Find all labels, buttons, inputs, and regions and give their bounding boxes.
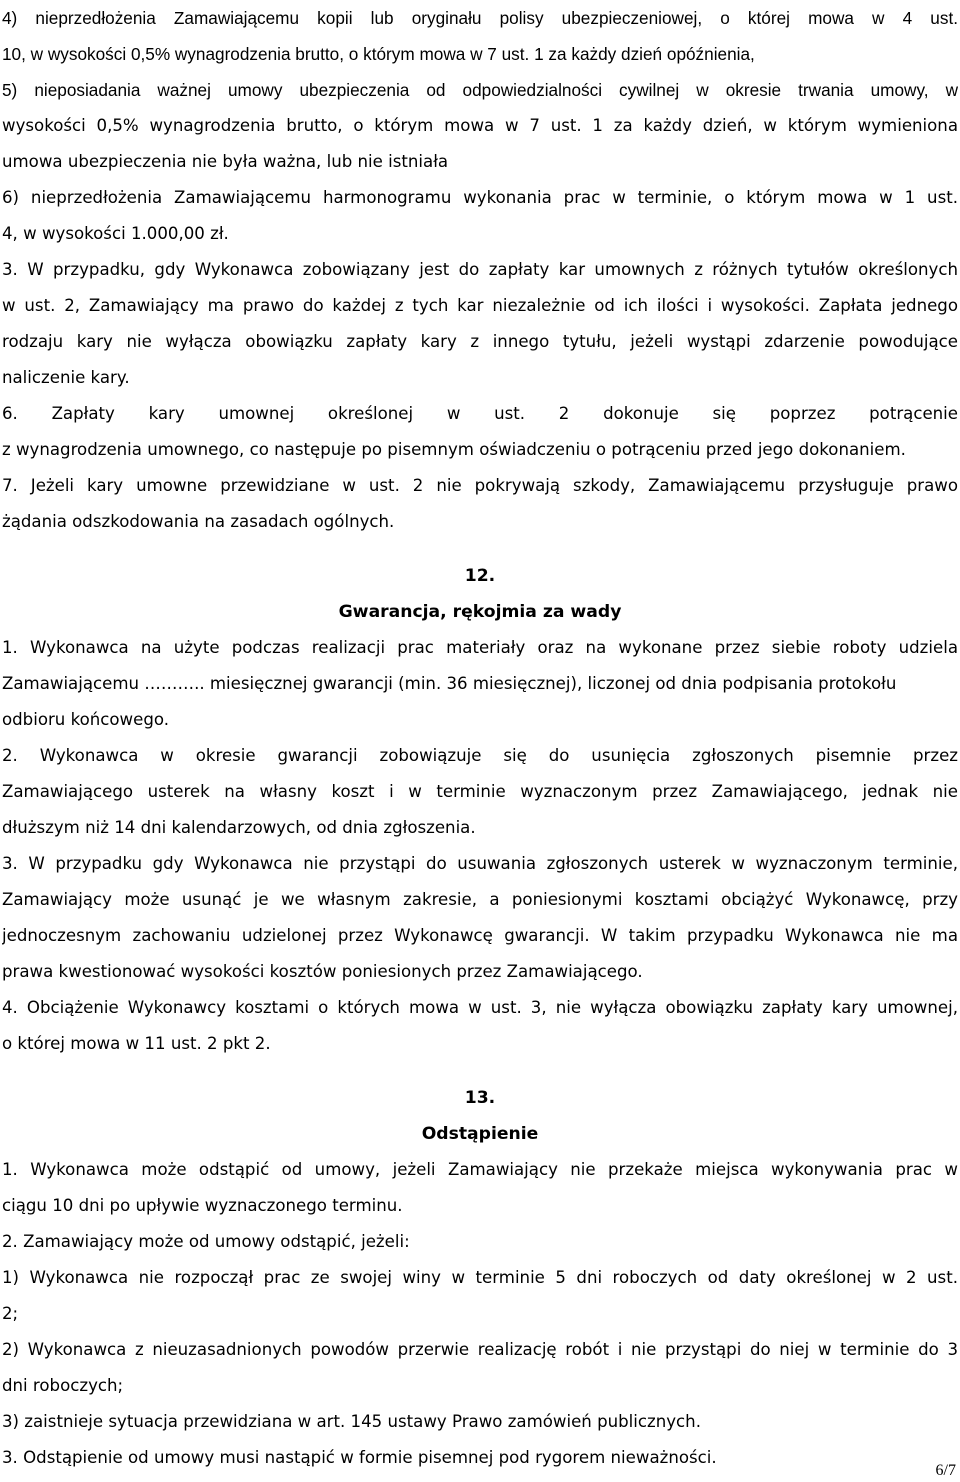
section-13-body bbox=[2, 1152, 958, 1476]
text-line: 1. Wykonawca może odstąpić od umowy, jeżeli Zamawiający nie przekaże miejsca wykonywania prac w bbox=[2, 1160, 958, 1179]
text-line: 3. Odstąpienie od umowy musi nastąpić w formie pisemnej pod rygorem nieważności. bbox=[2, 1448, 717, 1467]
document-page bbox=[2, 0, 958, 1476]
text-line: 3. W przypadku, gdy Wykonawca zobowiązany jest do zapłaty kar umownych z różnych tytułów określonych bbox=[2, 260, 958, 279]
text-line: 7. Jeżeli kary umowne przewidziane w ust. 2 nie pokrywają szkody, Zamawiającemu przysługuje prawo bbox=[2, 476, 958, 495]
section-12-body bbox=[2, 630, 958, 1062]
text-line: prawa kwestionować wysokości kosztów poniesionych przez Zamawiającego. bbox=[2, 962, 643, 981]
text-line: 2; bbox=[2, 1304, 19, 1323]
section-13-number: 13. bbox=[464, 1088, 496, 1108]
text-line: odbioru końcowego. bbox=[2, 710, 170, 729]
text-line: wysokości 0,5% wynagrodzenia brutto, o którym mowa w 7 ust. 1 za każdy dzień, w którym wymieniona bbox=[2, 116, 958, 135]
text-line: 5) nieposiadania ważnej umowy ubezpieczenia od odpowiedzialności cywilnej w okresie trwania umowy, w bbox=[2, 80, 958, 100]
text-line: rodzaju kary nie wyłącza obowiązku zapłaty kary z innego tytułu, jeżeli wystąpi zdarzenie powodujące bbox=[2, 332, 958, 351]
section-11-continued bbox=[2, 0, 958, 540]
text-line: 2. Zamawiający może od umowy odstąpić, jeżeli: bbox=[2, 1232, 410, 1251]
text-line: 2) Wykonawca z nieuzasadnionych powodów przerwie realizację robót i nie przystąpi do niej w terminie do 3 bbox=[2, 1340, 958, 1359]
text-line: 1) Wykonawca nie rozpoczął prac ze swojej winy w terminie 5 dni roboczych od daty określonej w 2 ust. bbox=[2, 1268, 958, 1287]
spacer bbox=[2, 540, 958, 558]
text-line: 4) nieprzedłożenia Zamawiającemu kopii lub oryginału polisy ubezpieczeniowej, o której mowa w 4 ust. bbox=[2, 8, 958, 28]
text-line: jednoczesnym zachowaniu udzielonej przez Wykonawcę gwarancji. W takim przypadku Wykonawca nie ma bbox=[2, 926, 958, 945]
text-line: żądania odszkodowania na zasadach ogólnych. bbox=[2, 512, 395, 531]
text-line: dłuższym niż 14 dni kalendarzowych, od dnia zgłoszenia. bbox=[2, 818, 476, 837]
text-line: w ust. 2, Zamawiający ma prawo do każdej z tych kar niezależnie od ich ilości i wysokości. Zapłata jednego bbox=[2, 296, 958, 315]
text-line: Zamawiającemu ……….. miesięcznej gwarancji (min. 36 miesięcznej), liczonej od dnia podpisania protokołu bbox=[2, 674, 897, 693]
text-line: 4, w wysokości 1.000,00 zł. bbox=[2, 224, 229, 243]
text-line: 1. Wykonawca na użyte podczas realizacji prac materiały oraz na wykonane przez siebie roboty udziela bbox=[2, 638, 958, 657]
section-12-title: Gwarancja, rękojmia za wady bbox=[338, 602, 622, 622]
section-13-title: Odstąpienie bbox=[421, 1124, 539, 1144]
text-line: 3. W przypadku gdy Wykonawca nie przystąpi do usuwania zgłoszonych usterek w wyznaczonym terminie, bbox=[2, 854, 958, 873]
text-line: 4. Obciążenie Wykonawcy kosztami o których mowa w ust. 3, nie wyłącza obowiązku zapłaty kary umownej, bbox=[2, 998, 958, 1017]
text-line: 6) nieprzedłożenia Zamawiającemu harmonogramu wykonania prac w terminie, o którym mowa w 1 ust. bbox=[2, 188, 958, 207]
page-number: 6/7 bbox=[935, 1462, 956, 1479]
text-line: ciągu 10 dni po upływie wyznaczonego terminu. bbox=[2, 1196, 403, 1215]
section-12-number: 12. bbox=[464, 566, 496, 586]
text-line: Zamawiającego usterek na własny koszt i w terminie wyznaczonym przez Zamawiającego, jednak nie bbox=[2, 782, 958, 801]
text-line: dni roboczych; bbox=[2, 1376, 124, 1395]
text-line: 6. Zapłaty kary umownej określonej w ust. 2 dokonuje się poprzez potrącenie bbox=[2, 404, 958, 423]
spacer bbox=[2, 1062, 958, 1080]
text-line: 3) zaistnieje sytuacja przewidziana w art. 145 ustawy Prawo zamówień publicznych. bbox=[2, 1412, 701, 1431]
text-line: 2. Wykonawca w okresie gwarancji zobowiązuje się do usunięcia zgłoszonych pisemnie przez bbox=[2, 746, 958, 765]
text-line: naliczenie kary. bbox=[2, 368, 130, 387]
text-line: 10, w wysokości 0,5% wynagrodzenia brutto, o którym mowa w 7 ust. 1 za każdy dzień opóźnienia, bbox=[2, 44, 755, 64]
text-line: o której mowa w 11 ust. 2 pkt 2. bbox=[2, 1034, 271, 1053]
text-line: umowa ubezpieczenia nie była ważna, lub nie istniała bbox=[2, 152, 449, 171]
text-line: z wynagrodzenia umownego, co następuje po pisemnym oświadczeniu o potrąceniu przed jego dokonaniem. bbox=[2, 440, 906, 459]
text-line: Zamawiający może usunąć je we własnym zakresie, a poniesionymi kosztami obciążyć Wykonawcę, przy bbox=[2, 890, 958, 909]
